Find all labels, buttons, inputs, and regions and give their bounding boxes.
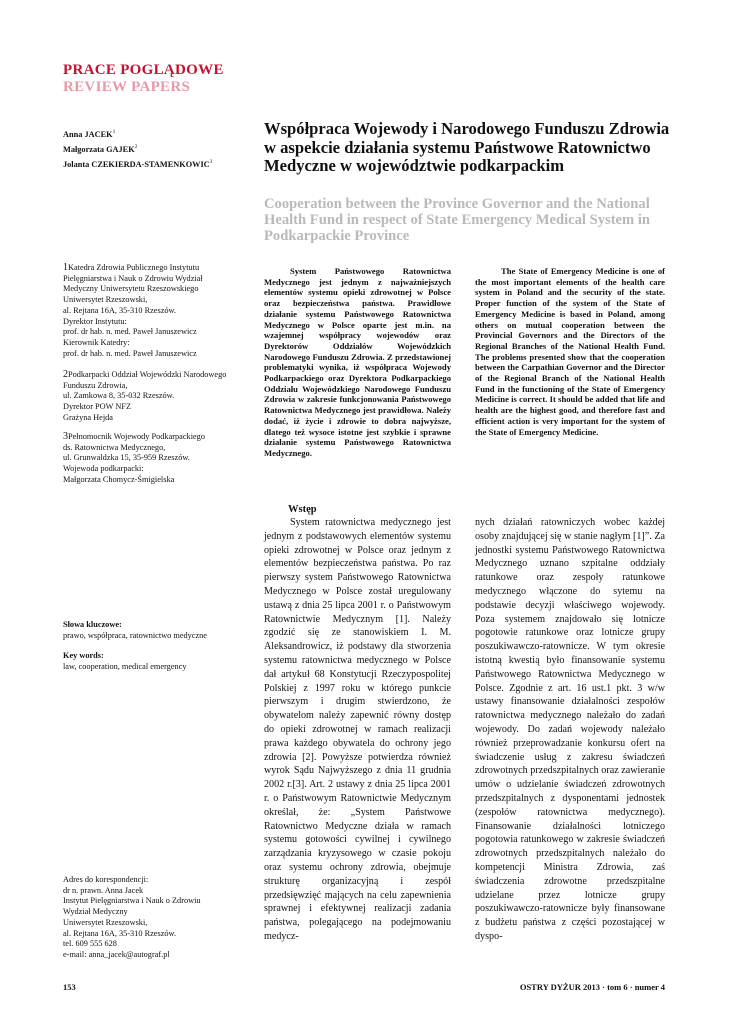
keywords-pl: Słowa kluczowe: prawo, współpraca, ratownictwo medyczne <box>63 620 207 640</box>
journal-info: OSTRY DYŻUR 2013 · tom 6 · numer 4 <box>519 982 665 992</box>
correspondence-address: Adres do korespondencji: dr n. prawn. Anna Jacek Instytut Pielęgniarstwa i Nauk o Zdrowiu Wydział Medyczny Uniwersytet Rzeszowski, al. Rejtana 16A, 35-310 Rzeszów. tel. 609 555 628 e-mail: anna_jacek@autograf.pl <box>63 875 201 959</box>
keywords-en: Key words: law, cooperation, medical emergency <box>63 651 187 671</box>
article-title-en: Cooperation between the Province Governor and the National Health Fund in respect of State Emergency Medical System in Podkarpackie Province <box>264 196 651 244</box>
abstract-en: The State of Emergency Medicine is one of the most important elements of the health care system in Poland and the security of the state. Proper function of the system of the State of Emergency Medicine is based in Poland, among others on mutual cooperation between the Provincial Governors and the Directors of the Regional Branches of the National Health Fund. The problems presented show that the cooperation between the Carpathian Governor and the Director of the Regional Branch of the National Health Fund in the functioning of the State of Emergency Medicine is correct. It should be added that life and health are the highest good, and therefore fast and efficient action is very important for the system of the State of Emergency Medicine. <box>475 266 665 437</box>
abstract-pl: System Państwowego Ratownictwa Medycznego jest jednym z najważniejszych elementów systemu opieki zdrowotnej w Polsce oraz bezpieczeństwa państwa. Prawidłowe działanie systemu Państwowego Ratownictwa Medycznego w Polsce oparte jest m.in. na wzajemnej współpracy wojewodów oraz Dyrektorów Oddziałów Wojewódzkich Narodowego Funduszu Zdrowia. Z przedstawionej problematyki wynika, iż współpraca Wojewody Podkarpackiego oraz Dyrektora Podkarpackiego Oddziału Wojewódzkiego Narodowego Funduszu Zdrowia w zakresie funkcjonowania Państwowego Ratownictwa Medycznego jest prawidłowa. Należy dodać, iż życie i zdrowie to dobra najwyższe, dlatego też wysoce istotne jest szybkie i sprawne działanie systemu Państwowego Ratownictwa Medycznego. <box>264 266 451 458</box>
section-heading: Wstęp <box>288 504 317 515</box>
page-number: 153 <box>63 982 76 992</box>
author: Jolanta CZEKIERDA-STAMENKOWIC$^3$ <box>63 158 213 169</box>
affiliation: 3Pełnomocnik Wojewody Podkarpackiego ds. Ratownictwa Medycznego, ul. Grunwaldzka 15, 35-959 Rzeszów. Wojewoda podkarpacki: Małgorzata Chomycz-Śmigielska <box>63 431 205 484</box>
body-text-column-1: System ratownictwa medycznego jest jednym z podstawowych elementów systemu opieki zdrowotnej w Polsce oraz jednym z elementów bezpieczeństwa państwa. Po raz pierwszy system Państwowego Ratownictwa Medycznego w Polsce został uregulowany ustawą z dnia 25 lipca 2001 r. o Państwowym Ratownictwie Medycznym [1]. Należy zgodzić się ze stanowiskiem I. M. Aleksandrowicz, iż podstawy dla stworzenia systemu ratownictwa medycznego w Polsce dał artykuł 68 Konstytucji Rzeczypospolitej Polskiej z 1997 roku w którego punkcie pierwszym i drugim stwierdzono, że obywatelom należy zapewnić równy dostęp do opieki zdrowotnej w ramach realizacji prawa każdego obywatela do ochrony jego zdrowia [2]. Powyższe potwierdza również wyrok Sądu Najwyższego z dnia 11 grudnia 2002 r.[3]. Art. 2 ustawy z dnia 25 lipca 2001 r. o Państwowym Ratownictwie Medycznym określał, że: „System Państwowe Ratownictwo Medyczne działa w ramach systemu gotowości cywilnej i cywilnego zarządzania kryzysowego w czasie pokoju oraz systemu ochrony zdrowia, obejmuje strukturę organizacyjną i zespół przedsięwzięć mających na celu zapewnienia sprawnej i efektywnej realizacji zadania państwa, polegającego na podejmowaniu medycz- <box>264 517 451 942</box>
section-label-en: REVIEW PAPERS <box>63 79 191 95</box>
author-list <box>63 126 212 170</box>
affiliation: 1Katedra Zdrowia Publicznego Instytutu Pielęgniarstwa i Nauk o Zdrowiu Wydział Medyczny Uniwersytetu Rzeszowskiego Uniwersytet Rzeszowski, al. Rejtana 16A, 35-310 Rzeszów. Dyrektor Instytutu: prof. dr hab. n. med. Paweł Januszewicz Kierownik Katedry: prof. dr hab. n. med. Paweł Januszewicz <box>63 262 203 358</box>
affiliation: 2Podkarpacki Oddział Wojewódzki Narodowego Funduszu Zdrowia, ul. Zamkowa 8, 35-032 Rzeszów. Dyrektor POW NFZ Grażyna Hejda <box>63 369 227 422</box>
section-label-pl: PRACE POGLĄDOWE <box>63 62 224 78</box>
author: Anna JACEK$^1$ <box>63 129 116 139</box>
body-text-column-2: nych działań ratowniczych wobec każdej osoby znajdującej się w stanie nagłym [1]”. Za jednostki systemu Państwowego Ratownictwa Medycznego uznano szpitalne oddziały ratunkowe oraz zespoły ratunkowe medycznego włączone do sytemu na podstawie decyzji właściwego wojewody. Poza systemem znajdowało się lotnicze pogotowie ratunkowe oraz lotnicze grupy poszukiwawczo-ratownicze. W tym okresie istotną kwestią było finansowanie systemu Państwowego Ratownictwa Medycznego w Polsce. Zgodnie z art. 16 ust.1 pkt. 3 w/w ustawy finansowanie działalności zespołów ratownictwa medycznego należało do zadań wojewody. Do zadań wojewody należało również przeprowadzanie konkursu ofert na świadczenie usług z zakresu świadczeń zdrowotnych przedszpitalnych oraz zawieranie umów o udzielanie świadczeń zdrowotnych przedszpitalnych z dysponentami jednostek (zespołów ratownictwa medycznego). Finansowanie działalności lotniczego pogotowia ratunkowego w zakresie świadczeń zdrowotnych przedszpitalnych należało do kompetencji Ministra Zdrowia, zaś świadczenia zdrowotne przedszpitalne udzielane przez lotnicze grupy poszukiwawczo-ratownicze były finansowane z budżetu państwa z części pozostającej w dyspo- <box>475 517 665 942</box>
article-title-pl: Współpraca Wojewody i Narodowego Funduszu Zdrowia w aspekcie działania systemu Państwowe Ratownictwo Medyczne w województwie podkarpackim <box>264 119 670 175</box>
author: Małgorzata GAJEK$^2$ <box>63 143 138 154</box>
